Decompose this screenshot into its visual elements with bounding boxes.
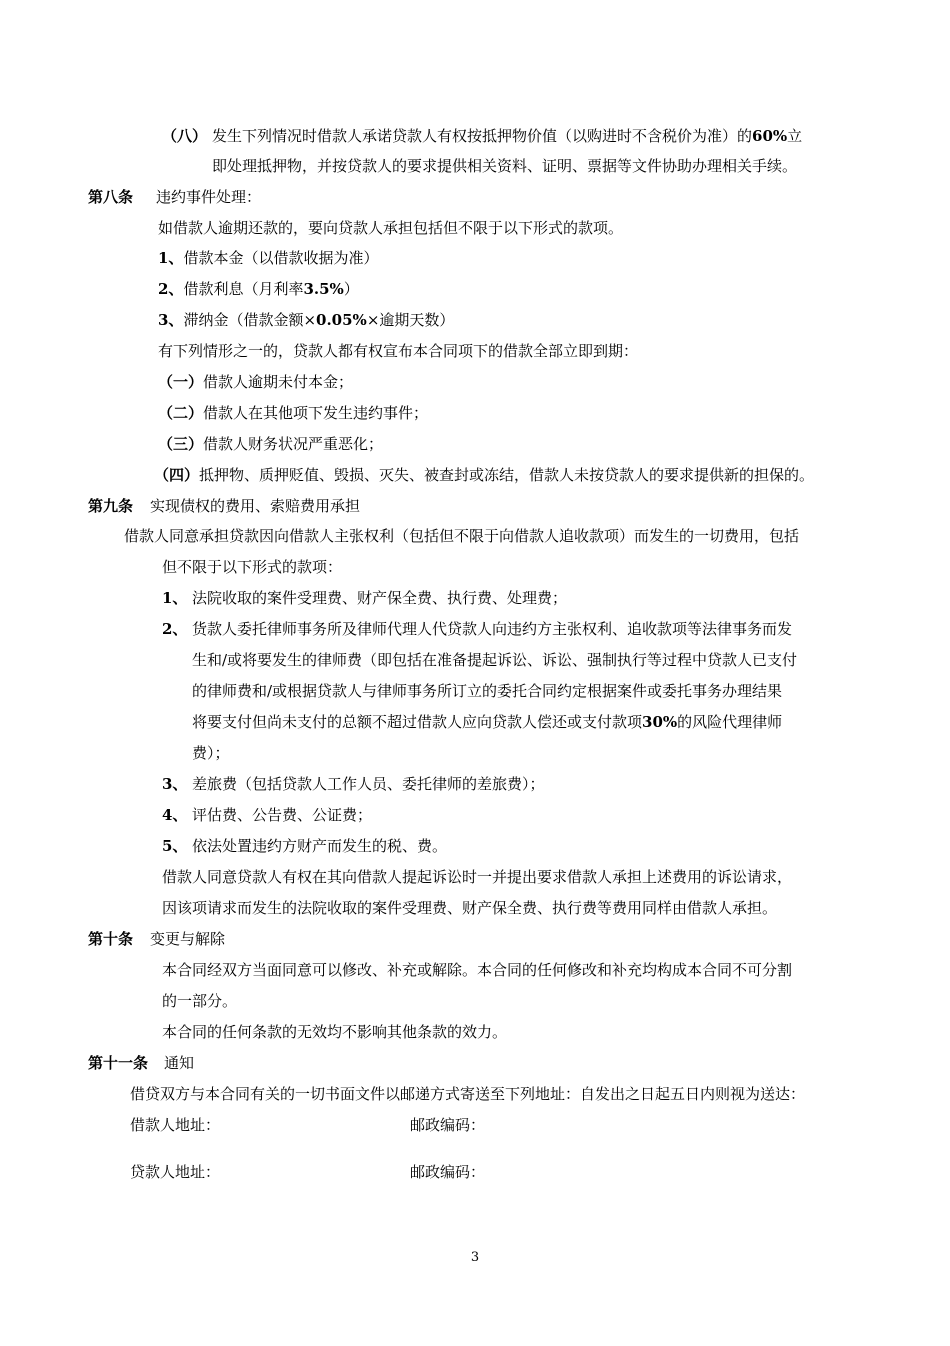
page-number: 3 <box>470 1250 480 1265</box>
item-8-line-1: （八） 发生下列情况时借款人承诺贷款人有权按抵押物价值（以购进时不含税价为准）的60%立 <box>162 127 803 145</box>
article-10-heading <box>88 929 225 949</box>
borrower-address-label: 借款人地址： <box>130 1116 221 1134</box>
article-8-case-1: （一）借款人逾期未付本金； <box>158 373 354 391</box>
lender-postcode-label: 邮政编码： <box>410 1163 486 1181</box>
article-9-heading <box>88 496 360 516</box>
article-9-item-5: 5、 依法处置违约方财产而发生的税、费。 <box>162 837 448 855</box>
article-10-para-1-line-1: 本合同经双方当面同意可以修改、补充或解除。本合同的任何修改和补充均构成本合同不可分割 <box>162 961 793 979</box>
article-8-heading <box>88 187 261 207</box>
article-8-case-4: （四）抵押物、质押贬值、毁损、灭失、被查封或冻结，借款人未按贷款人的要求提供新的担保的。 <box>154 466 815 484</box>
article-11-label: 第十一条 <box>88 1054 149 1072</box>
article-9-item-2-line-2: 生和/或将要发生的律师费（即包括在准备提起诉讼、诉讼、强制执行等过程中贷款人已支付 <box>192 651 798 669</box>
article-9-item-2-line-5: 费）； <box>192 744 230 762</box>
article-9-item-3: 3、 差旅费（包括贷款人工作人员、委托律师的差旅费）； <box>162 775 545 793</box>
article-9-title: 实现债权的费用、索赔费用承担 <box>150 497 361 515</box>
article-8-title: 违约事件处理： <box>156 188 262 206</box>
item-8-number: （八） <box>162 127 208 145</box>
article-9-item-2-line-4: 将要支付但尚未支付的总额不超过借款人应向贷款人偿还或支付款项30%的风险代理律师 <box>192 713 783 731</box>
article-8-accel-intro: 有下列情形之一的，贷款人都有权宣布本合同项下的借款全部立即到期： <box>158 342 639 360</box>
article-10-para-2: 本合同的任何条款的无效均不影响其他条款的效力。 <box>162 1023 508 1041</box>
article-8-case-3: （三）借款人财务状况严重恶化； <box>158 435 384 453</box>
lender-address-label: 贷款人地址： <box>130 1163 221 1181</box>
article-10-label: 第十条 <box>88 930 134 948</box>
article-9-item-4: 4、 评估费、公告费、公证费； <box>162 806 373 824</box>
article-8-item-3: 3、滞纳金（借款金额×0.05%×逾期天数） <box>158 311 455 329</box>
article-9-outro-line-2: 因该项请求而发生的法院收取的案件受理费、财产保全费、执行费等费用同样由借款人承担。 <box>162 899 778 917</box>
article-10-para-1-line-2: 的一部分。 <box>162 992 238 1010</box>
article-8-intro: 如借款人逾期还款的，要向贷款人承担包括但不限于以下形式的款项。 <box>158 219 624 237</box>
borrower-postcode-label: 邮政编码： <box>410 1116 486 1134</box>
article-11-heading <box>88 1053 194 1073</box>
article-9-label: 第九条 <box>88 497 134 515</box>
article-11-intro: 借贷双方与本合同有关的一切书面文件以邮递方式寄送至下列地址：自发出之日起五日内则视为送达： <box>130 1085 806 1103</box>
article-9-item-2-line-1: 2、 货款人委托律师事务所及律师代理人代贷款人向违约方主张权利、追收款项等法律事务而发 <box>162 620 793 638</box>
article-9-intro-line-2: 但不限于以下形式的款项： <box>162 558 343 576</box>
article-10-title: 变更与解除 <box>150 930 226 948</box>
item-8-line-2: 即处理抵押物，并按贷款人的要求提供相关资料、证明、票据等文件协助办理相关手续。 <box>212 157 798 175</box>
article-8-item-2: 2、借款利息（月利率3.5%） <box>158 280 359 298</box>
article-8-case-2: （二）借款人在其他项下发生违约事件； <box>158 404 429 422</box>
article-8-label: 第八条 <box>88 188 134 206</box>
article-9-item-2-line-3: 的律师费和/或根据贷款人与律师事务所订立的委托合同约定根据案件或委托事务办理结果 <box>192 682 783 700</box>
article-9-outro-line-1: 借款人同意贷款人有权在其向借款人提起诉讼时一并提出要求借款人承担上述费用的诉讼请求， <box>162 868 793 886</box>
article-8-item-1: 1、借款本金（以借款收据为准） <box>158 249 379 267</box>
article-9-intro-line-1: 借款人同意承担贷款因向借款人主张权利（包括但不限于向借款人追收款项）而发生的一切费用，包括 <box>124 527 800 545</box>
article-11-title: 通知 <box>164 1054 195 1072</box>
article-9-item-1: 1、 法院收取的案件受理费、财产保全费、执行费、处理费； <box>162 589 568 607</box>
